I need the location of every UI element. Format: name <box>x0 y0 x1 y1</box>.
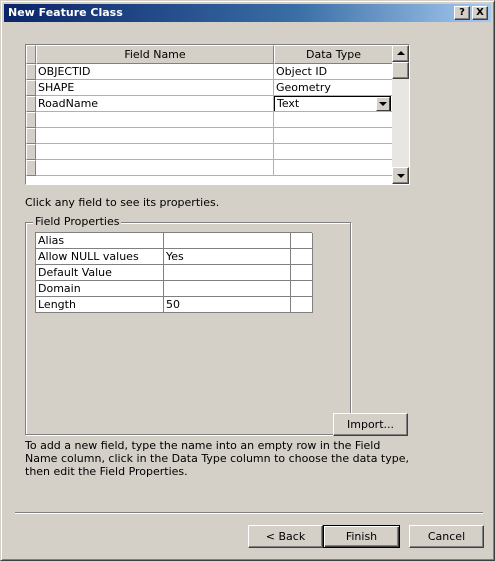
property-row[interactable] <box>36 233 313 249</box>
footer-separator <box>15 512 483 514</box>
property-row[interactable] <box>36 249 313 265</box>
row-header[interactable] <box>26 96 36 112</box>
fields-grid <box>25 44 410 185</box>
field-name-cell[interactable]: SHAPE <box>36 80 274 96</box>
grid-header-row <box>26 45 393 64</box>
field-name-cell[interactable]: RoadName <box>36 96 274 112</box>
property-value[interactable] <box>164 265 291 281</box>
scroll-down-button[interactable] <box>392 167 409 184</box>
arrow-down-icon <box>397 174 405 178</box>
table-row[interactable] <box>26 160 393 176</box>
field-properties-title: Field Properties <box>35 215 120 228</box>
field-name-cell[interactable] <box>36 112 274 128</box>
property-extra-cell[interactable] <box>291 297 313 313</box>
field-name-cell[interactable] <box>36 128 274 144</box>
field-name-cell[interactable] <box>36 144 274 160</box>
dialog-title: New Feature Class <box>8 6 123 19</box>
cancel-button[interactable]: Cancel <box>409 525 484 548</box>
property-extra-cell[interactable] <box>291 249 313 265</box>
table-row[interactable] <box>26 64 393 80</box>
property-extra-cell[interactable] <box>291 281 313 297</box>
row-header[interactable] <box>26 80 36 96</box>
arrow-up-icon <box>397 51 405 55</box>
grid-scrollbar[interactable] <box>392 45 409 184</box>
data-type-select-value: Text <box>277 97 300 110</box>
row-header[interactable] <box>26 144 36 160</box>
data-type-cell[interactable] <box>274 128 393 144</box>
table-row[interactable] <box>26 144 393 160</box>
property-name: Allow NULL values <box>36 249 164 265</box>
close-icon: X <box>476 7 484 18</box>
property-name: Length <box>36 297 164 313</box>
title-bar <box>4 4 491 22</box>
table-row[interactable] <box>26 112 393 128</box>
import-button[interactable]: Import... <box>333 413 408 436</box>
row-header[interactable] <box>26 64 36 80</box>
instructions-text: To add a new field, type the name into an empty row in the Field Name column, click in the Data Type column to choose the data type, then edit the Field Properties. <box>25 439 410 478</box>
data-type-cell[interactable]: Object ID <box>274 64 393 80</box>
table-row[interactable] <box>26 80 393 96</box>
chevron-down-icon <box>379 102 387 106</box>
scroll-up-button[interactable] <box>392 45 409 62</box>
property-row[interactable] <box>36 265 313 281</box>
property-extra-cell[interactable] <box>291 233 313 249</box>
help-button[interactable]: ? <box>454 6 470 20</box>
property-value[interactable]: 50 <box>164 297 291 313</box>
corner-header <box>26 45 36 64</box>
property-value[interactable]: Yes <box>164 249 291 265</box>
dropdown-button[interactable] <box>376 97 390 111</box>
data-type-cell[interactable] <box>274 112 393 128</box>
row-header[interactable] <box>26 160 36 176</box>
data-type-cell[interactable]: Geometry <box>274 80 393 96</box>
property-row[interactable] <box>36 297 313 313</box>
scroll-thumb[interactable] <box>392 62 409 79</box>
data-type-cell[interactable] <box>274 160 393 176</box>
row-header[interactable] <box>26 112 36 128</box>
property-extra-cell[interactable] <box>291 265 313 281</box>
property-row[interactable] <box>36 281 313 297</box>
property-name: Domain <box>36 281 164 297</box>
property-name: Default Value <box>36 265 164 281</box>
column-header-field-name[interactable]: Field Name <box>36 45 274 64</box>
field-name-cell[interactable]: OBJECTID <box>36 64 274 80</box>
grid-hint-text: Click any field to see its properties. <box>25 196 220 209</box>
close-button[interactable] <box>472 6 488 20</box>
column-header-data-type[interactable]: Data Type <box>274 45 393 64</box>
data-type-cell[interactable] <box>274 96 393 112</box>
table-row[interactable] <box>26 96 393 112</box>
field-name-cell[interactable] <box>36 160 274 176</box>
field-properties-table <box>35 232 312 313</box>
data-type-cell[interactable] <box>274 144 393 160</box>
row-header[interactable] <box>26 128 36 144</box>
back-button[interactable]: < Back <box>248 525 323 548</box>
table-row[interactable] <box>26 128 393 144</box>
property-value[interactable] <box>164 233 291 249</box>
data-type-select[interactable] <box>274 96 391 112</box>
finish-button[interactable]: Finish <box>323 525 400 548</box>
property-value[interactable] <box>164 281 291 297</box>
property-name: Alias <box>36 233 164 249</box>
